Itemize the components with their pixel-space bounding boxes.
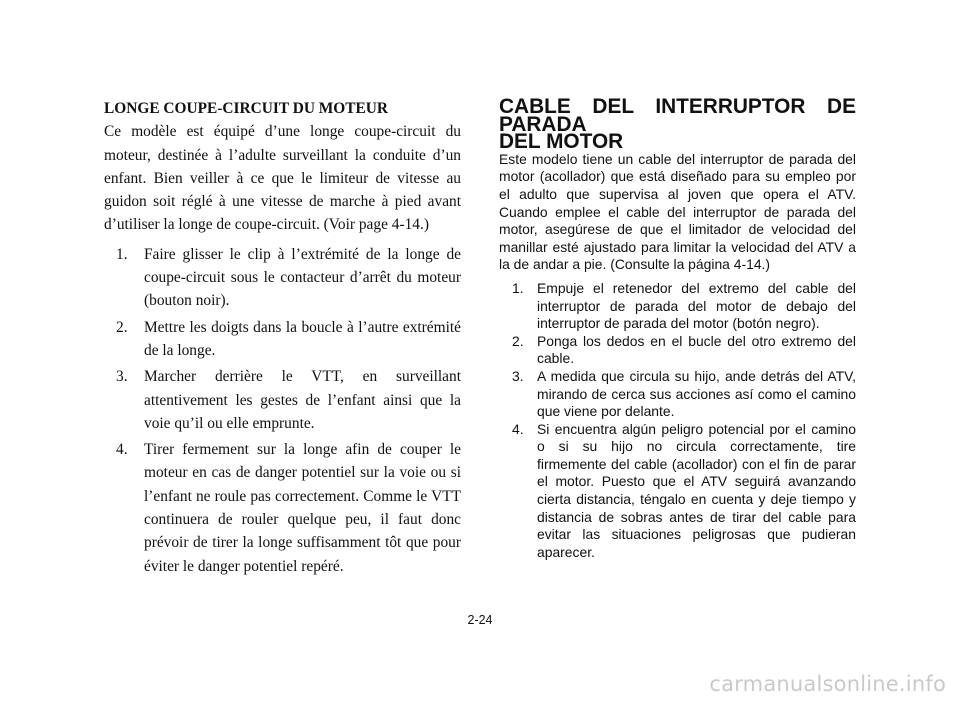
- french-step-3-number: 3.: [116, 368, 128, 386]
- french-section-title: LONGE COUPE-CIRCUIT DU MOTEUR: [104, 100, 389, 117]
- french-step-2-text: Mettre les doigts dans la boucle à l’autre extrémité de la longe.: [144, 318, 461, 359]
- spanish-step-3-text: A medida que circula su hijo, ande detrás del ATV, mirando de cerca sus acciones así como el camino que viene por delante.: [537, 367, 856, 420]
- spanish-step-4: [499, 421, 856, 562]
- french-steps-list: [104, 243, 461, 578]
- spanish-step-3: [499, 368, 856, 421]
- spanish-step-1-number: 1.: [512, 279, 524, 296]
- french-step-4: [104, 438, 461, 578]
- spanish-step-2-text: Ponga los dedos en el bucle del otro extremo del cable.: [537, 332, 856, 367]
- french-step-4-number: 4.: [116, 441, 128, 459]
- french-intro-paragraph: Ce modèle est équipé d’une longe coupe-circuit du moteur, destinée à l’adulte surveillant la conduite d’un enfant. Bien veiller à ce que le limiteur de vitesse au guidon soit réglé à une vitesse de marche à pied avant d’utiliser la longe de coupe-circuit. (Voir page 4-14.): [104, 123, 461, 234]
- page-number: 2-24: [467, 613, 493, 627]
- spanish-step-3-number: 3.: [512, 367, 524, 384]
- spanish-intro-paragraph: Este modelo tiene un cable del interruptor de parada del motor (acollador) que está diseñado para su empleo por el adulto que supervisa al joven que opera el ATV. Cuando emplee el cable del interruptor de parada del motor, asegúrese de que el limitador de velocidad del manillar esté ajustado para limitar la velocidad del ATV a la de andar a pie. (Consulte la página 4-14.): [499, 150, 856, 273]
- spanish-step-2: [499, 333, 856, 368]
- spanish-step-1: [499, 280, 856, 333]
- french-step-1: [104, 243, 461, 313]
- spanish-section-title: [499, 95, 856, 154]
- french-step-3: [104, 365, 461, 435]
- french-step-2: [104, 316, 461, 363]
- spanish-title-line-2: DEL MOTOR: [499, 130, 624, 154]
- french-step-4-text: Tirer fermement sur la longe afin de couper le moteur en cas de danger potentiel sur la voie ou si l’enfant ne roule pas correctement. Comme le VTT continuera de rouler quelque peu, il faut donc prévoir de tirer la longe suffisamment tôt que pour éviter le danger potentiel repéré.: [144, 441, 461, 575]
- french-step-1-text: Faire glisser le clip à l’extrémité de la longe de coupe-circuit sous le contacteur d’arrêt du moteur (bouton noir).: [144, 245, 461, 310]
- french-step-1-number: 1.: [116, 245, 128, 263]
- spanish-step-4-text: Si encuentra algún peligro potencial por el camino o si su hijo no circula correctamente, tire firmemente del cable (acollador) con el fin de parar el motor. Puesto que el ATV seguirá avanzando cierta distancia, téngalo en cuenta y deje tiempo y distancia de sobras antes de tirar del cable para evitar las situaciones peligrosas que pudieran aparecer.: [537, 420, 856, 560]
- spanish-section: [499, 95, 856, 561]
- spanish-title-line-1: CABLE DEL INTERRUPTOR DE PARADA: [499, 95, 856, 136]
- site-watermark: carmanualsonline.info: [709, 672, 946, 696]
- french-step-3-text: Marcher derrière le VTT, en surveillant attentivement les gestes de l’enfant ainsi que la voie qu’il ou elle emprunte.: [144, 368, 461, 432]
- spanish-step-1-text: Empuje el retenedor del extremo del cable del interruptor de parada del motor de debajo del interruptor de parada del motor (botón negro).: [537, 279, 856, 332]
- spanish-step-2-number: 2.: [512, 332, 524, 349]
- spanish-steps-list: [499, 280, 856, 562]
- spanish-step-4-number: 4.: [512, 420, 524, 437]
- french-step-2-number: 2.: [116, 318, 128, 336]
- french-section: [104, 97, 461, 581]
